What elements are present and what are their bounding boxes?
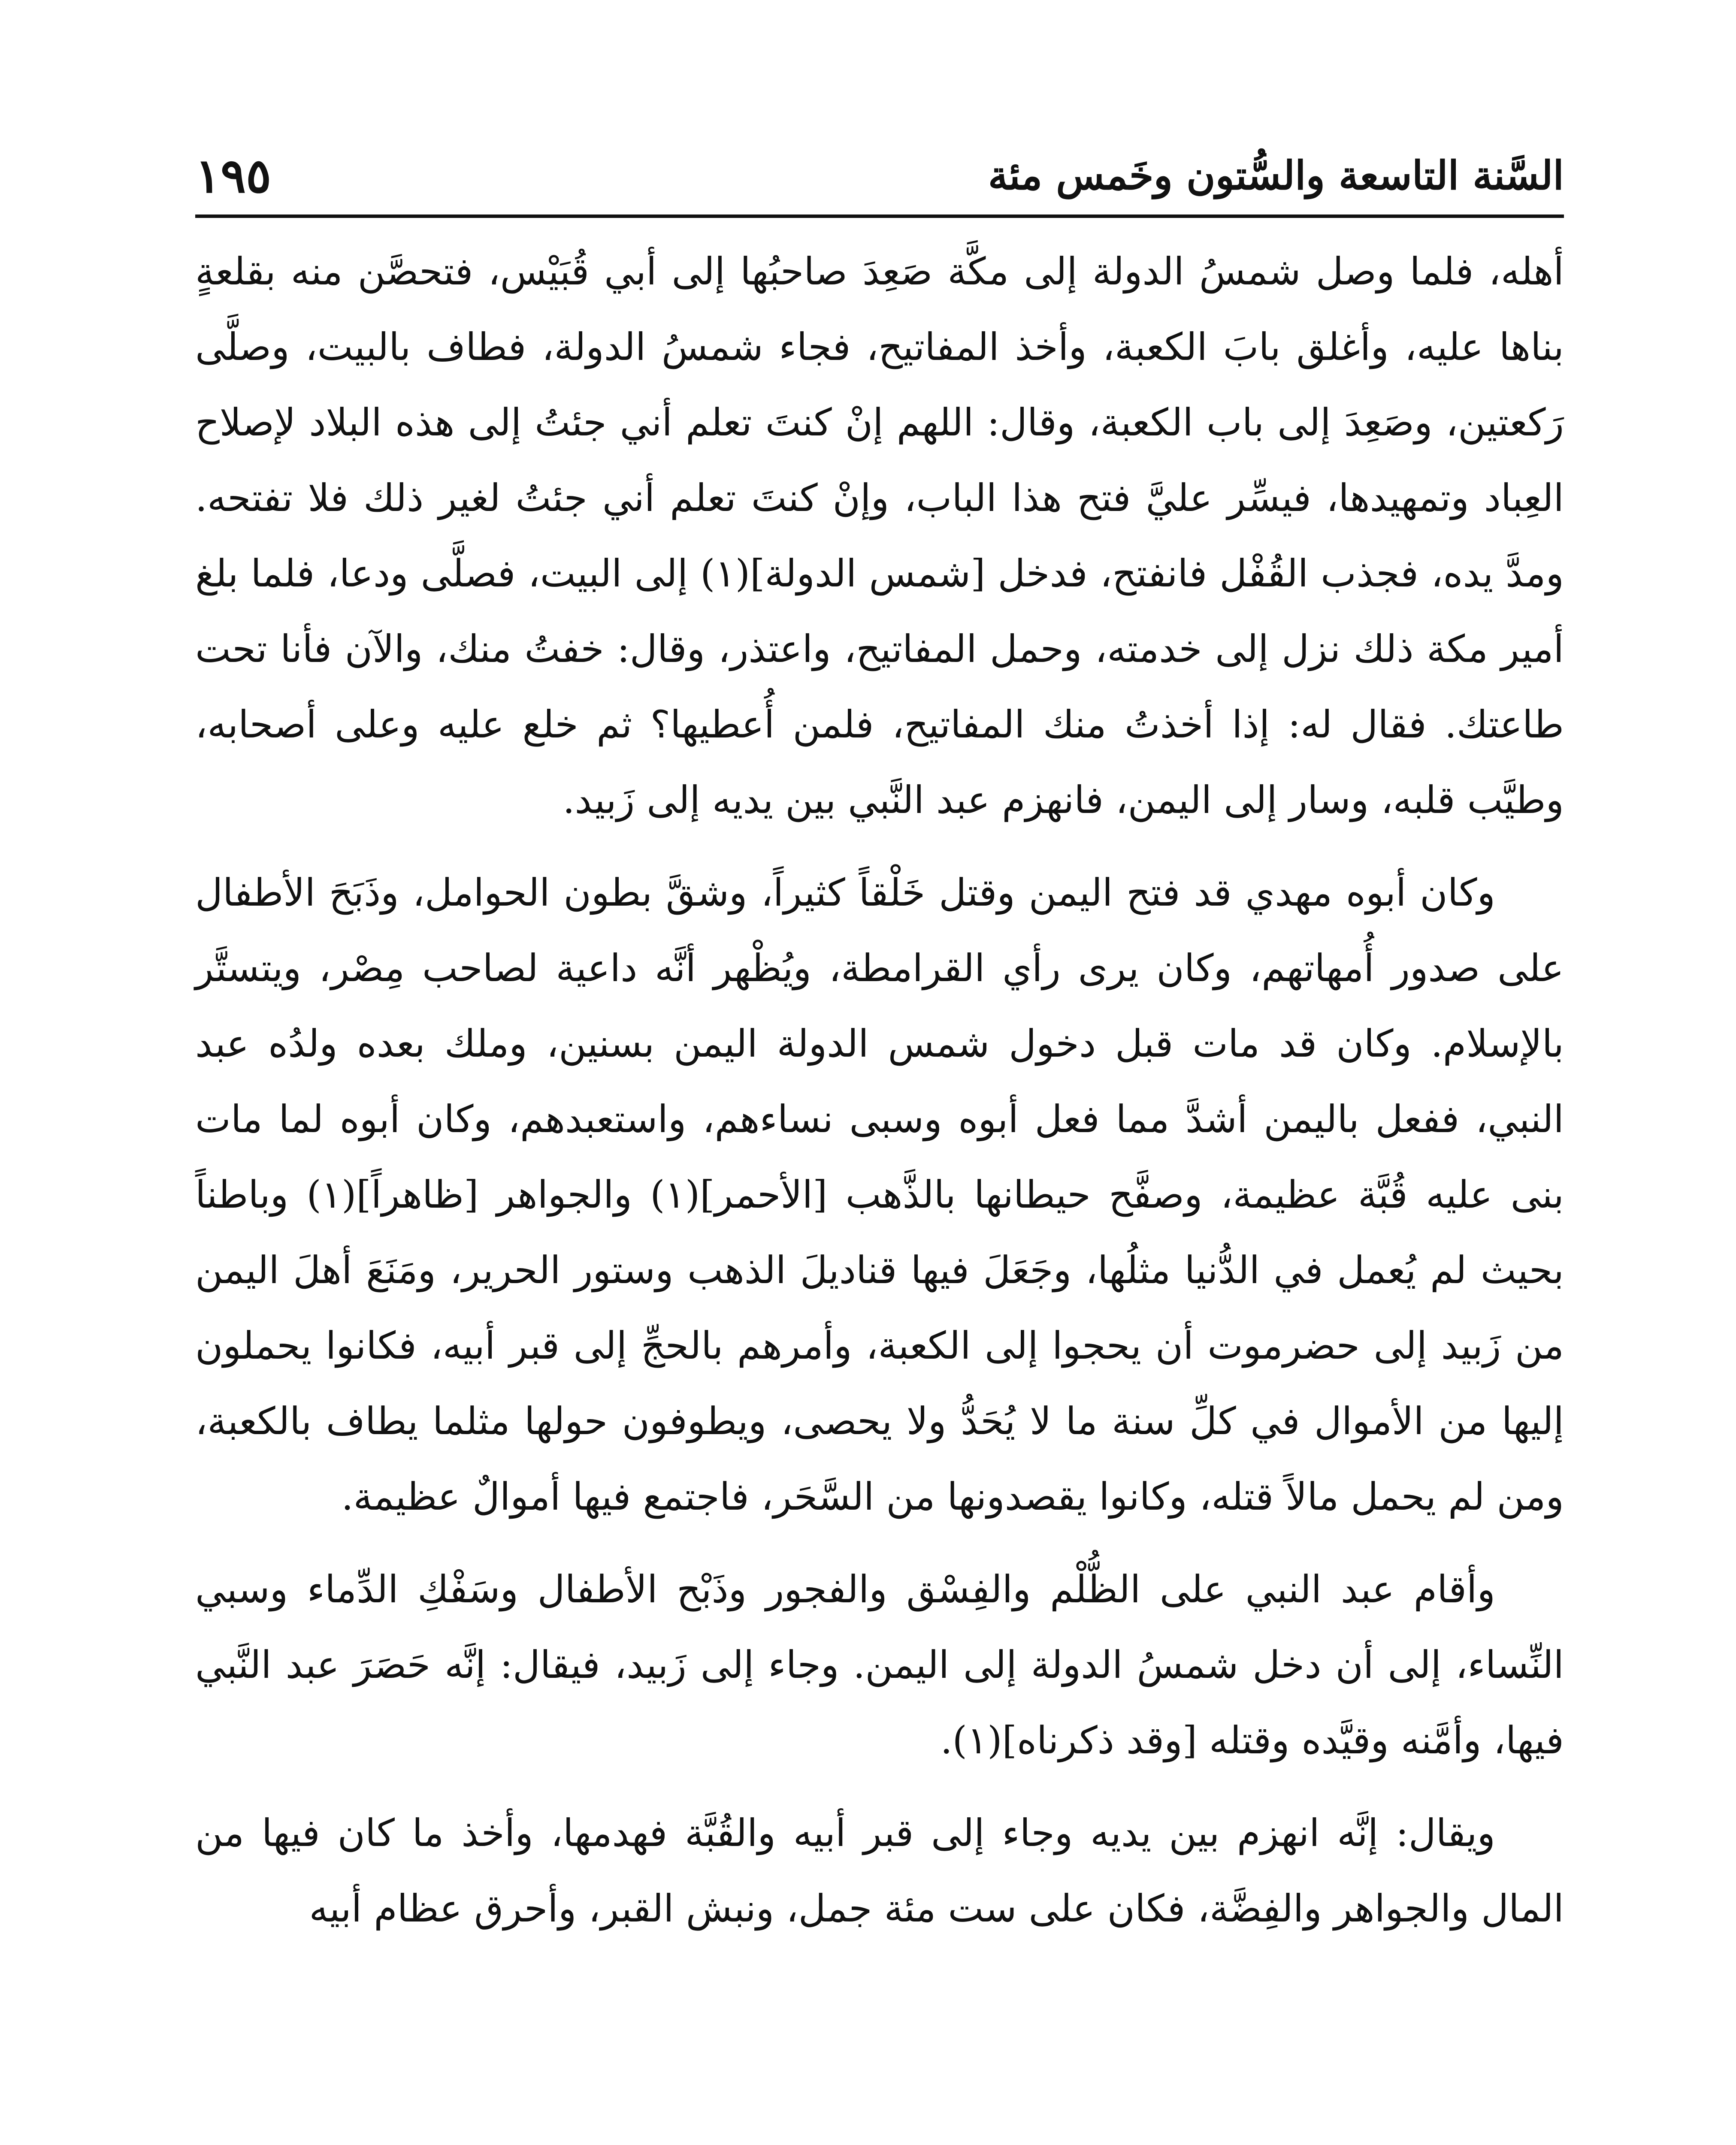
header-rule bbox=[195, 214, 1564, 218]
paragraph: أهله، فلما وصل شمسُ الدولة إلى مكَّة صَعِدَ صاحبُها إلى أبي قُبَيْس، فتحصَّن منه بقلعةٍ بناها عليه، وأغلق بابَ الكعبة، وأخذ المفاتيح، فجاء شمسُ الدولة، فطاف بالبيت، وصلَّى رَكعتين، وصَعِدَ إلى باب الكعبة، وقال: اللهم إنْ كنتَ تعلم أني جئتُ إلى هذه البلاد لإصلاح العِباد وتمهيدها، فيسِّر عليَّ فتح هذا الباب، وإنْ كنتَ تعلم أني جئتُ لغير ذلك فلا تفتحه. ومدَّ يده، فجذب القُفْل فانفتح، فدخل [شمس الدولة](١) إلى البيت، فصلَّى ودعا، فلما بلغ أمير مكة ذلك نزل إلى خدمته، وحمل المفاتيح، واعتذر، وقال: خفتُ منك، والآن فأنا تحت طاعتك. فقال له: إذا أخذتُ منك المفاتيح، فلمن أُعطيها؟ ثم خلع عليه وعلى أصحابه، وطيَّب قلبه، وسار إلى اليمن، فانهزم عبد النَّبي بين يديه إلى زَبيد. bbox=[195, 249, 1564, 822]
running-title: السَّنة التاسعة والسُّتون وخَمس مئة bbox=[988, 152, 1564, 199]
page-number: ١٩٥ bbox=[195, 148, 272, 203]
paragraph: ويقال: إنَّه انهزم بين يديه وجاء إلى قبر أبيه والقُبَّة فهدمها، وأخذ ما كان فيها من المال والجواهر والفِضَّة، فكان على ست مئة جمل، ونبش القبر، وأحرق عظام أبيه bbox=[195, 1811, 1564, 1930]
main-text bbox=[195, 234, 1564, 1964]
page-header bbox=[195, 148, 1564, 212]
paragraph: وأقام عبد النبي على الظُّلْم والفِسْق والفجور وذَبْح الأطفال وسَفْكِ الدِّماء وسبي النِّساء، إلى أن دخل شمسُ الدولة إلى اليمن. وجاء إلى زَبيد، فيقال: إنَّه حَصَرَ عبد النَّبي فيها، وأمَّنه وقيَّده وقتله [وقد ذكرناه](١). bbox=[195, 1567, 1564, 1762]
paragraph: وكان أبوه مهدي قد فتح اليمن وقتل خَلْقاً كثيراً، وشقَّ بطون الحوامل، وذَبَحَ الأطفال على صدور أُمهاتهم، وكان يرى رأي القرامطة، ويُظْهر أنَّه داعية لصاحب مِصْر، ويتستَّر بالإسلام. وكان قد مات قبل دخول شمس الدولة اليمن بسنين، وملك بعده ولدُه عبد النبي، ففعل باليمن أشدَّ مما فعل أبوه وسبى نساءهم، واستعبدهم، وكان أبوه لما مات بنى عليه قُبَّة عظيمة، وصفَّح حيطانها بالذَّهب [الأحمر](١) والجواهر [ظاهراً](١) وباطناً بحيث لم يُعمل في الدُّنيا مثلُها، وجَعَلَ فيها قناديلَ الذهب وستور الحرير، ومَنَعَ أهلَ اليمن من زَبيد إلى حضرموت أن يحجوا إلى الكعبة، وأمرهم بالحجِّ إلى قبر أبيه، فكانوا يحملون إليها من الأموال في كلِّ سنة ما لا يُحَدُّ ولا يحصى، ويطوفون حولها مثلما يطاف بالكعبة، ومن لم يحمل مالاً قتله، وكانوا يقصدونها من السَّحَر، فاجتمع فيها أموالٌ عظيمة. bbox=[195, 870, 1564, 1519]
